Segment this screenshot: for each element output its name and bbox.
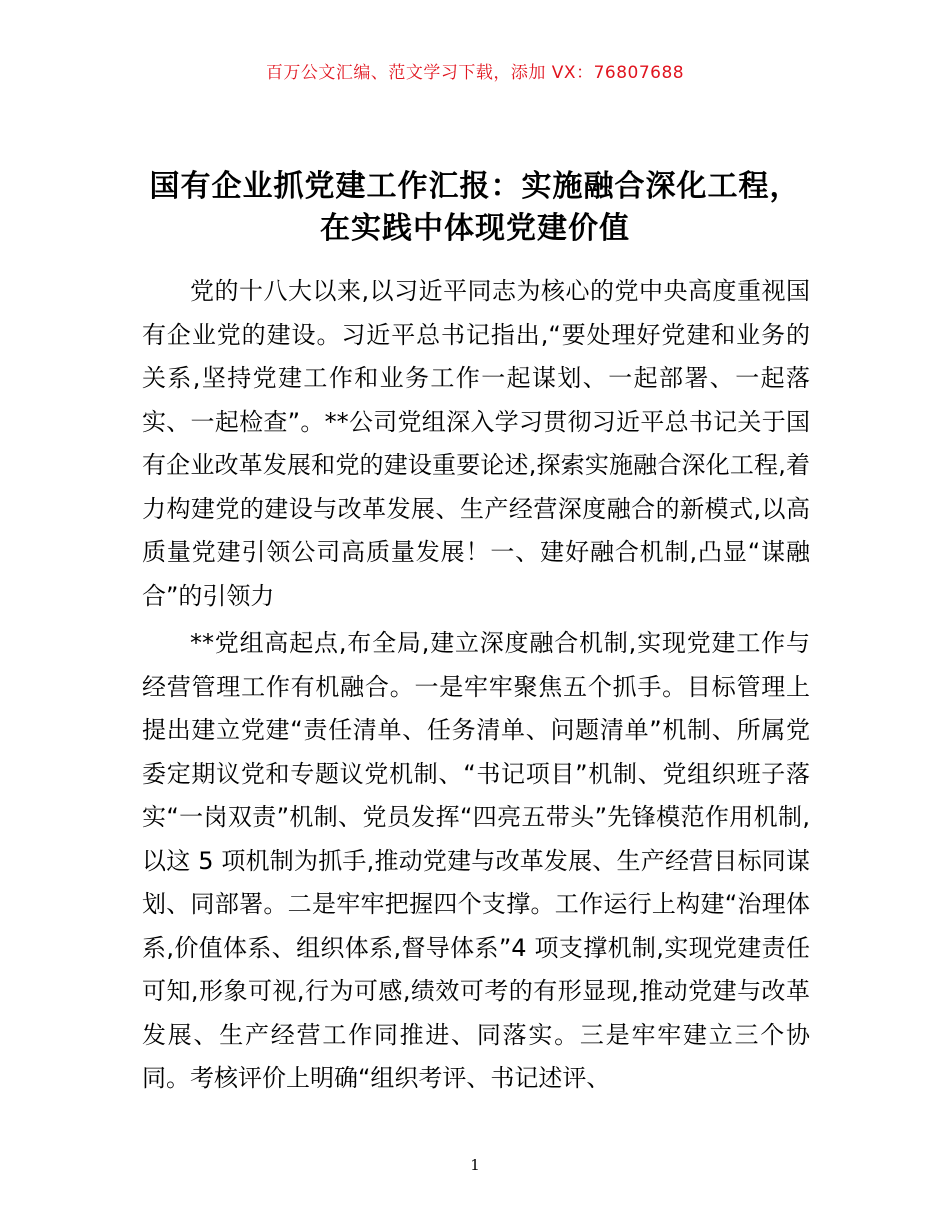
body-paragraph-1: 党的十八大以来,以习近平同志为核心的党中央高度重视国有企业党的建设。习近平总书记指出,“要处理好党建和业务的关系,坚持党建工作和业务工作一起谋划、一起部署、一起落实、一起检查”。**公司党组深入学习贯彻习近平总书记关于国有企业改革发展和党的建设重要论述,探索实施融合深化工程,着力构建党的建设与改革发展、生产经营深度融合的新模式,以高质量党建引领公司高质量发展！一、建好融合机制,凸显“谋融合”的引领力 [142,277,810,610]
body-paragraph-2: **党组高起点,布全局,建立深度融合机制,实现党建工作与经营管理工作有机融合。一是牢牢聚焦五个抓手。目标管理上提出建立党建“责任清单、任务清单、问题清单”机制、所属党委定期议党和专题议党机制、“书记项目”机制、党组织班子落实“一岗双责”机制、党员发挥“四亮五带头”先锋模范作用机制,以这 5 项机制为抓手,推动党建与改革发展、生产经营目标同谋划、同部署。二是牢牢把握四个支撑。工作运行上构建“治理体系,价值体系、组织体系,督导体系”4 项支撑机制,实现党建责任可知,形象可视,行为可感,绩效可考的有形显现,推动党建与改革发展、生产经营工作同推进、同落实。三是牢牢建立三个协同。考核评价上明确“组织考评、书记述评、 [142,629,810,1092]
document-title [110,166,840,250]
title-line-1: 国有企业抓党建工作汇报：实施融合深化工程， [149,169,801,204]
page-number: 1 [470,1156,480,1174]
title-line-2: 在实践中体现党建价值 [320,211,630,246]
promo-header: 百万公文汇编、范文学习下载，添加 VX：76807688 [265,63,685,83]
